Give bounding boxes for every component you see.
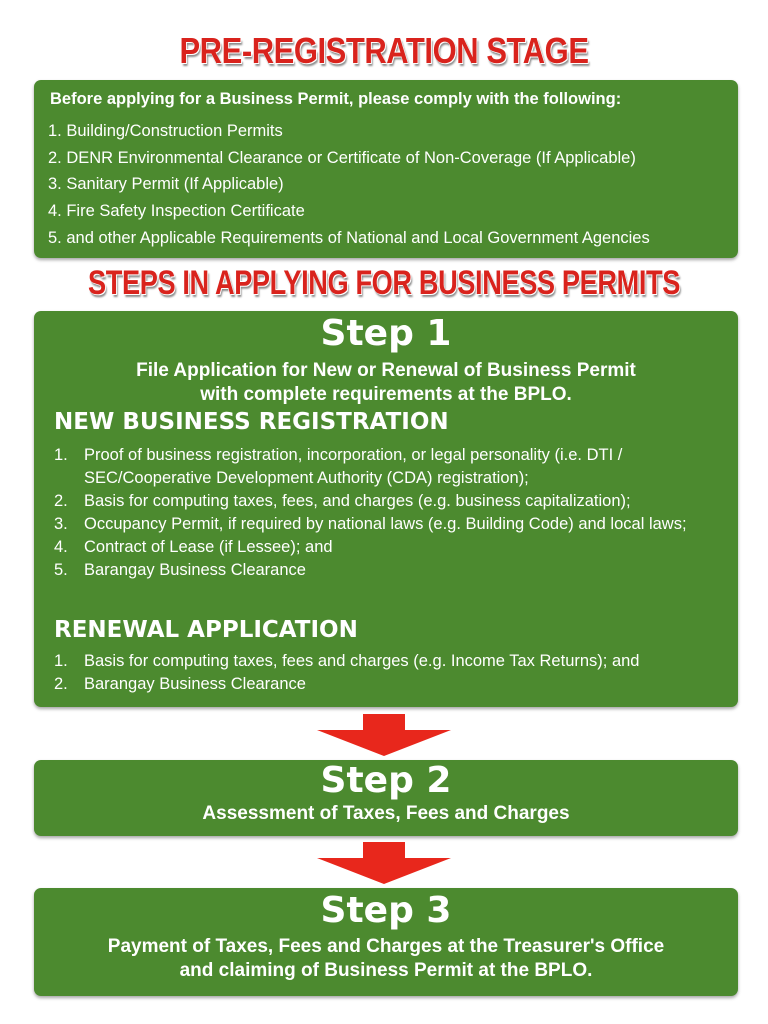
item-text: Barangay Business Clearance xyxy=(84,561,306,579)
step3-desc-line2: and claiming of Business Permit at the BPLO. xyxy=(179,960,593,981)
pre-registration-heading: PRE-REGISTRATION STAGE xyxy=(179,30,589,71)
list-item xyxy=(54,673,724,696)
item-text: Basis for computing taxes, fees and charges (e.g. Income Tax Returns); and xyxy=(84,652,640,670)
steps-heading: STEPS IN APPLYING FOR BUSINESS PERMITS xyxy=(88,264,680,302)
renewal-heading: RENEWAL APPLICATION xyxy=(54,617,358,643)
step2-title: Step 2 xyxy=(320,760,452,801)
item-number: 5. xyxy=(54,561,68,579)
item-text: Basis for computing taxes, fees, and charges (e.g. business capitalization); xyxy=(84,492,631,510)
step1-description xyxy=(34,359,738,407)
item-text: Proof of business registration, incorporation, or legal personality (i.e. DTI / SEC/Cooperative Development Authority (CDA) registration); xyxy=(84,446,623,487)
pre-registration-list xyxy=(48,118,650,252)
step3-title: Step 3 xyxy=(320,890,452,931)
list-item xyxy=(54,490,724,513)
new-registration-list xyxy=(54,444,724,582)
list-item xyxy=(54,513,724,536)
item-number: 3. xyxy=(54,515,68,533)
down-arrow-icon xyxy=(317,842,451,884)
list-item: 2. DENR Environmental Clearance or Certificate of Non-Coverage (If Applicable) xyxy=(48,148,636,167)
item-number: 4. xyxy=(54,538,68,556)
pre-registration-panel xyxy=(34,80,738,258)
item-number: 1. xyxy=(54,652,68,670)
list-item: 1. Building/Construction Permits xyxy=(48,122,283,140)
item-text: Contract of Lease (if Lessee); and xyxy=(84,538,333,556)
step1-desc-line2: with complete requirements at the BPLO. xyxy=(200,384,572,405)
down-arrow-icon xyxy=(317,714,451,756)
item-text: Occupancy Permit, if required by national laws (e.g. Building Code) and local laws; xyxy=(84,515,687,533)
step2-panel xyxy=(34,760,738,836)
item-text: Barangay Business Clearance xyxy=(84,675,306,693)
step1-panel xyxy=(34,311,738,707)
step3-desc-line1: Payment of Taxes, Fees and Charges at the Treasurer's Office xyxy=(107,936,665,957)
item-number: 2. xyxy=(54,675,68,693)
list-item xyxy=(54,536,724,559)
new-registration-heading: NEW BUSINESS REGISTRATION xyxy=(54,409,449,435)
item-number: 2. xyxy=(54,492,68,510)
step1-desc-line1: File Application for New or Renewal of Business Permit xyxy=(136,360,636,381)
step1-title: Step 1 xyxy=(320,313,452,354)
pre-registration-intro: Before applying for a Business Permit, please comply with the following: xyxy=(50,90,622,108)
item-number: 1. xyxy=(54,446,68,464)
list-item xyxy=(54,650,724,673)
step3-description xyxy=(34,935,738,983)
list-item: 4. Fire Safety Inspection Certificate xyxy=(48,202,305,221)
step3-panel xyxy=(34,888,738,996)
list-item xyxy=(54,444,724,490)
step2-description: Assessment of Taxes, Fees and Charges xyxy=(202,803,570,824)
list-item xyxy=(54,559,724,582)
list-item: 5. and other Applicable Requirements of National and Local Government Agencies xyxy=(48,228,650,247)
renewal-list xyxy=(54,650,724,696)
list-item: 3. Sanitary Permit (If Applicable) xyxy=(48,175,284,194)
